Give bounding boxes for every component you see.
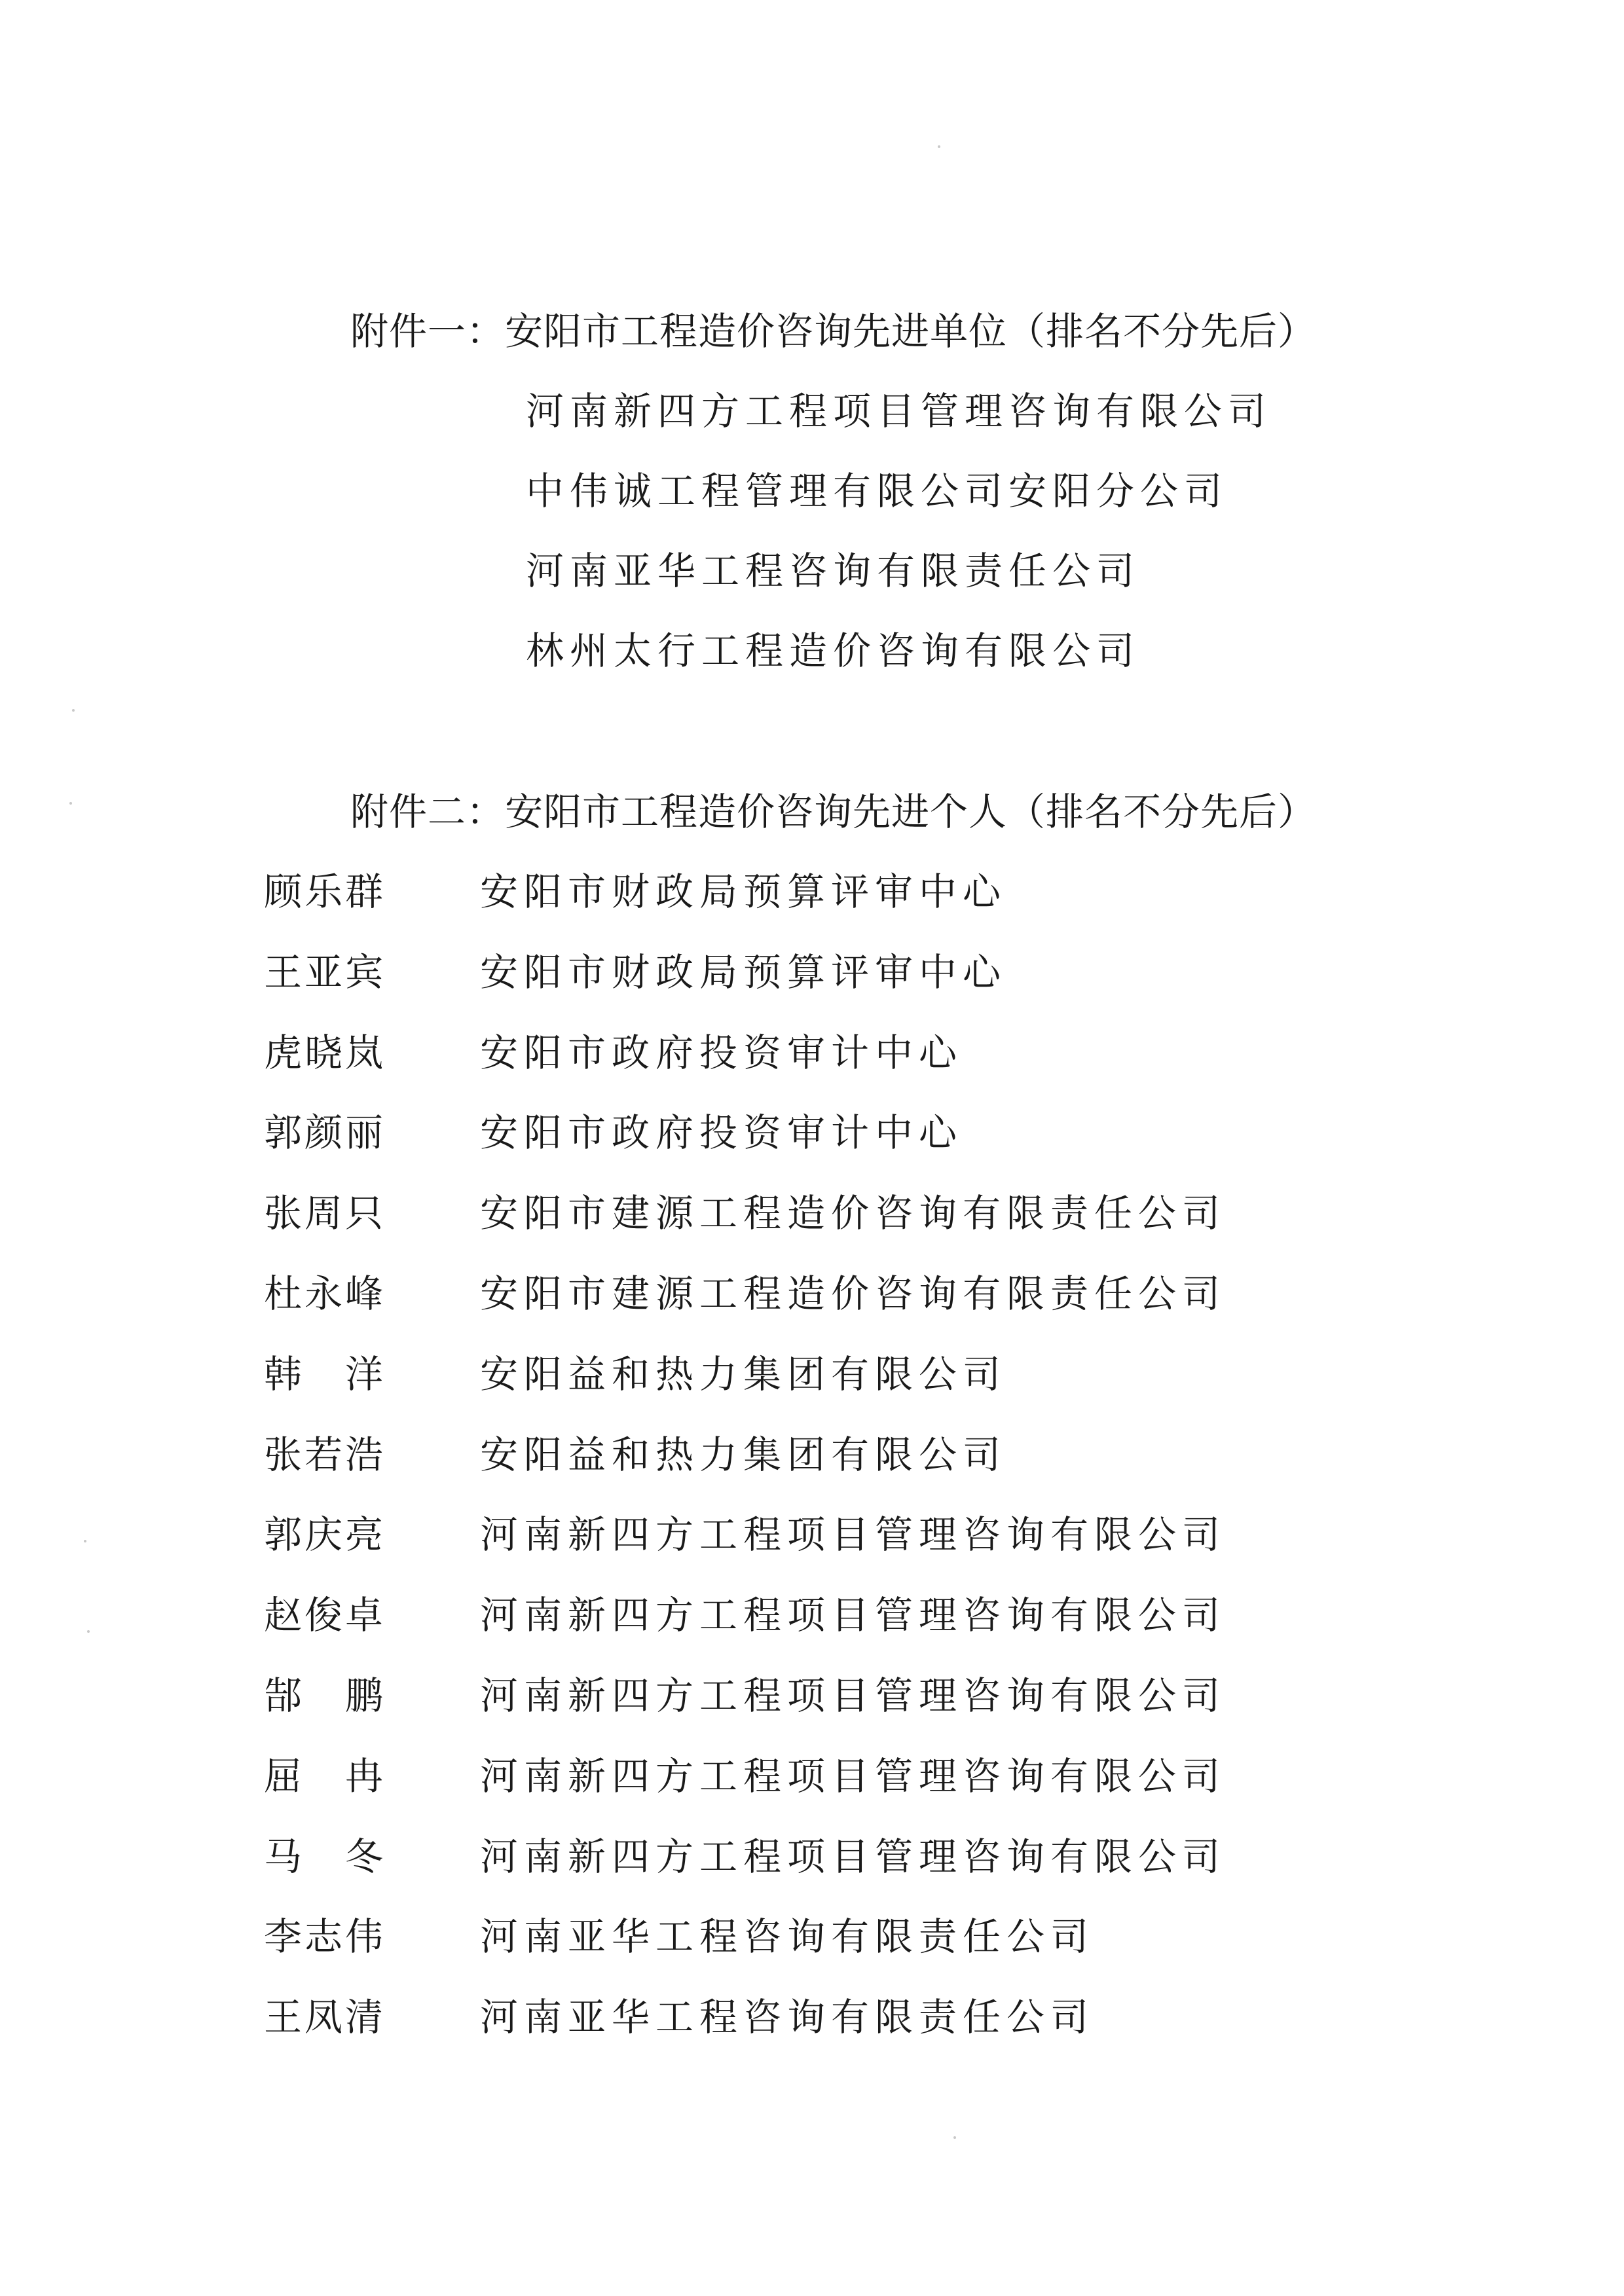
person-name: 郭庆亮 [264,1512,386,1558]
person-unit: 安阳市财政局预算评审中心 [480,869,1007,914]
person-name: 顾乐群 [264,869,386,914]
person-name: 虎晓岚 [264,1030,386,1075]
person-unit: 河南新四方工程项目管理咨询有限公司 [480,1512,1227,1558]
list-item [264,1027,1226,1107]
scan-speck [84,1540,86,1542]
person-unit: 河南新四方工程项目管理咨询有限公司 [480,1834,1227,1879]
attachment-one-heading: 附件一：安阳市工程造价咨询先进单位（排名不分先后） [350,309,1317,354]
list-item [264,1991,1226,2071]
list-item: 河南亚华工程咨询有限责任公司 [526,549,1141,593]
list-item [264,1508,1226,1589]
attachment-two-heading: 附件二：安阳市工程造价咨询先进个人（排名不分先后） [350,790,1317,834]
list-item [264,1669,1226,1750]
person-unit: 河南亚华工程咨询有限责任公司 [480,1995,1095,2040]
person-unit: 河南亚华工程咨询有限责任公司 [480,1914,1095,1959]
list-item [264,1831,1226,1911]
list-item [264,1589,1226,1669]
person-name: 屈 冉 [264,1753,386,1798]
person-name: 王凤清 [264,1995,386,2040]
list-item [264,866,1226,946]
person-name: 张周只 [264,1191,386,1236]
person-name: 王亚宾 [264,949,386,994]
person-name: 赵俊卓 [264,1593,386,1638]
person-name: 郭颜丽 [264,1110,386,1156]
person-name: 张若浩 [264,1432,386,1477]
person-name: 韩 洋 [264,1351,386,1396]
scan-speck [953,2136,956,2139]
list-item: 中伟诚工程管理有限公司安阳分公司 [526,469,1228,513]
list-item [264,1910,1226,1991]
person-name: 李志伟 [264,1914,386,1959]
person-unit: 安阳市政府投资审计中心 [480,1110,963,1156]
advanced-individuals-list [264,866,1226,2071]
list-item [264,1348,1226,1429]
person-unit: 安阳市政府投资审计中心 [480,1030,963,1075]
list-item: 林州太行工程造价咨询有限公司 [526,629,1141,673]
person-unit: 安阳益和热力集团有限公司 [480,1351,1007,1396]
person-unit: 河南新四方工程项目管理咨询有限公司 [480,1673,1227,1718]
scan-speck [938,145,940,148]
advanced-units-list [526,385,1272,704]
scan-speck [69,802,72,805]
list-item [264,946,1226,1027]
list-item: 河南新四方工程项目管理咨询有限公司 [526,389,1272,433]
person-unit: 安阳市建源工程造价咨询有限责任公司 [480,1271,1227,1316]
list-item [264,1429,1226,1509]
list-item [264,1267,1226,1348]
list-item [264,1187,1226,1267]
person-name: 马 冬 [264,1834,386,1879]
person-unit: 安阳益和热力集团有限公司 [480,1432,1007,1477]
list-item [264,1106,1226,1187]
person-unit: 安阳市建源工程造价咨询有限责任公司 [480,1191,1227,1236]
scan-speck [72,709,75,712]
person-name: 郜 鹏 [264,1673,386,1718]
list-item [264,1750,1226,1831]
person-unit: 河南新四方工程项目管理咨询有限公司 [480,1753,1227,1798]
person-unit: 河南新四方工程项目管理咨询有限公司 [480,1593,1227,1638]
person-unit: 安阳市财政局预算评审中心 [480,949,1007,994]
scan-speck [87,1630,90,1633]
person-name: 杜永峰 [264,1271,386,1316]
